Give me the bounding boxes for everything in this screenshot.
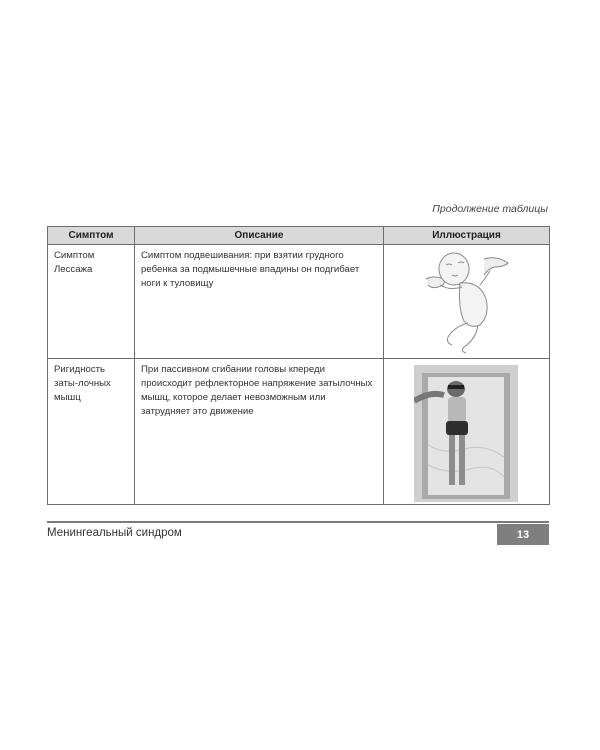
symptom-cell: Симптом Лессажа <box>48 245 135 359</box>
table-row <box>48 245 550 359</box>
table-continuation-caption: Продолжение таблицы <box>432 203 548 215</box>
table-row <box>48 359 550 505</box>
description-cell: Симптом подвешивания: при взятии грудного ребенка за подмышечные впадины он подгибает ноги к туловищу <box>135 245 384 359</box>
header-symptom: Симптом <box>48 227 135 245</box>
illustration-cell <box>384 359 550 505</box>
table-header-row <box>48 227 550 245</box>
illustration-cell <box>384 245 550 359</box>
symptoms-table <box>47 226 550 505</box>
neck-stiffness-photo-icon <box>414 365 518 502</box>
footer-title: Менингеальный синдром <box>47 527 182 539</box>
header-description: Описание <box>135 227 384 245</box>
page-number: 13 <box>497 524 549 545</box>
infant-suspension-drawing-icon <box>424 249 512 355</box>
header-illustration: Иллюстрация <box>384 227 550 245</box>
symptom-cell: Ригидность заты-лочных мышц <box>48 359 135 505</box>
footer-divider <box>47 521 549 523</box>
description-cell: При пассивном сгибании головы кпереди происходит рефлекторное напряжение затылочных мышц, которое делает невозможным или затрудняет это движение <box>135 359 384 505</box>
